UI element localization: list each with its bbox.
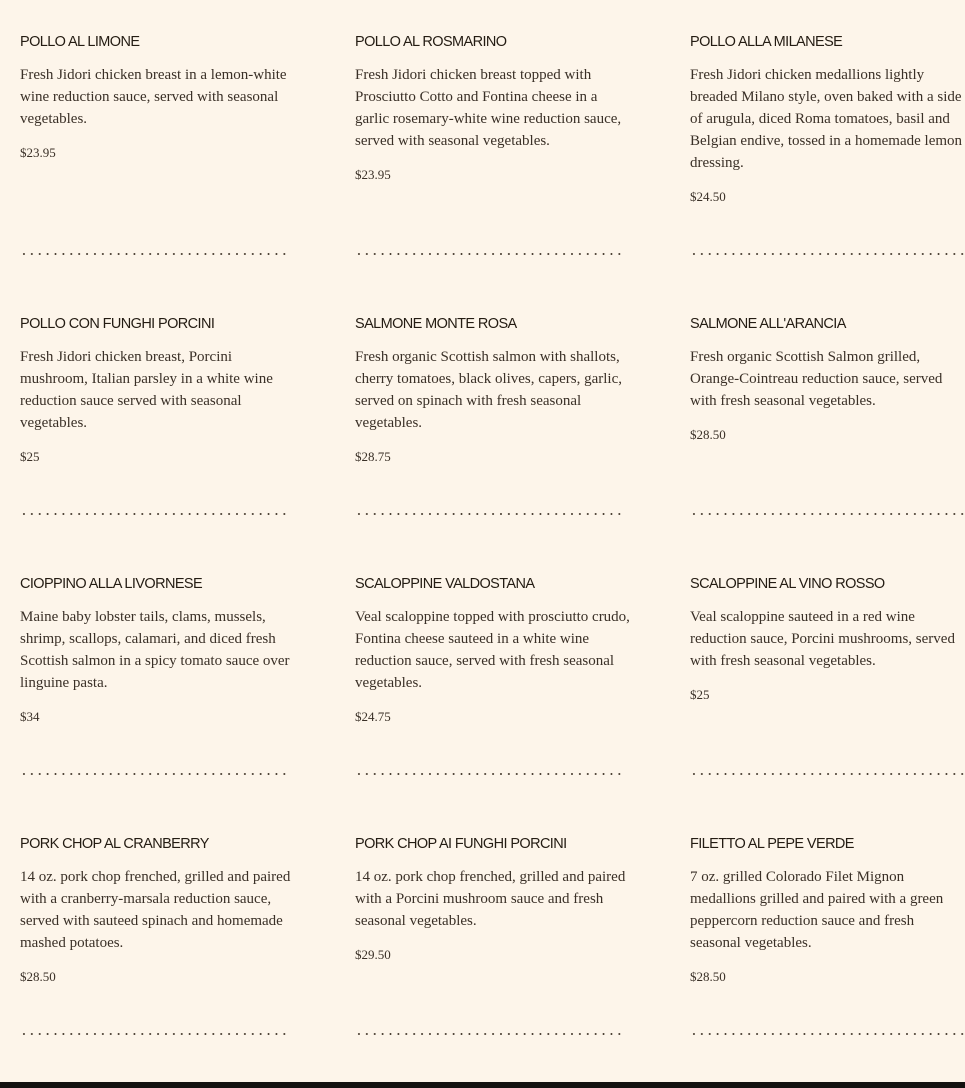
item-description: Fresh organic Scottish salmon with shallots, cherry tomatoes, black olives, capers, garlic, served on spinach with fresh seasonal vegetables.	[355, 349, 622, 431]
item-name: SCALOPPINE AL VINO ROSSO	[690, 576, 885, 592]
item-name: FILETTO AL PEPE VERDE	[690, 836, 854, 852]
item-name: CIOPPINO ALLA LIVORNESE	[20, 576, 203, 592]
dotted-divider	[355, 513, 623, 515]
item-description: Fresh organic Scottish Salmon grilled, Orange-Cointreau reduction sauce, served with fresh seasonal vegetables.	[690, 349, 943, 409]
dotted-divider	[355, 1033, 623, 1035]
menu-item	[355, 32, 630, 184]
menu-item	[20, 574, 295, 726]
item-name: SALMONE ALL'ARANCIA	[690, 316, 846, 332]
item-price: $28.50	[20, 969, 56, 984]
dotted-divider	[20, 513, 288, 515]
item-name: POLLO AL LIMONE	[20, 34, 140, 50]
menu-item	[355, 314, 630, 466]
item-description: 14 oz. pork chop frenched, grilled and paired with a cranberry-marsala reduction sauce, served with sauteed spinach and homemade mashed potatoes.	[20, 869, 291, 951]
dotted-divider	[20, 253, 288, 255]
item-description: Veal scaloppine sauteed in a red wine reduction sauce, Porcini mushrooms, served with fresh seasonal vegetables.	[690, 609, 955, 669]
menu-item	[20, 834, 295, 986]
menu-item	[355, 574, 630, 726]
menu-item	[20, 32, 295, 162]
item-name: SALMONE MONTE ROSA	[355, 316, 517, 332]
menu-item	[355, 834, 630, 964]
item-price: $28.75	[355, 449, 391, 464]
item-price: $23.95	[20, 145, 56, 160]
item-price: $28.50	[690, 427, 726, 442]
menu-item	[690, 314, 965, 444]
item-name: POLLO ALLA MILANESE	[690, 34, 843, 50]
item-price: $28.50	[690, 969, 726, 984]
item-price: $25	[690, 687, 710, 702]
dotted-divider	[355, 253, 623, 255]
item-description: Fresh Jidori chicken breast in a lemon-white wine reduction sauce, served with seasonal vegetables.	[20, 67, 287, 127]
item-name: SCALOPPINE VALDOSTANA	[355, 576, 535, 592]
item-description: Maine baby lobster tails, clams, mussels, shrimp, scallops, calamari, and diced fresh Scottish salmon in a spicy tomato sauce over linguine pasta.	[20, 609, 290, 691]
item-description: Fresh Jidori chicken breast, Porcini mushroom, Italian parsley in a white wine reduction sauce served with seasonal vegetables.	[20, 349, 273, 431]
item-price: $34	[20, 709, 40, 724]
item-description: Veal scaloppine topped with prosciutto crudo, Fontina cheese sauteed in a white wine reduction sauce, served with fresh seasonal vegetables.	[355, 609, 630, 691]
item-description: 14 oz. pork chop frenched, grilled and paired with a Porcini mushroom sauce and fresh seasonal vegetables.	[355, 869, 626, 929]
dotted-divider	[690, 1033, 965, 1035]
item-price: $23.95	[355, 167, 391, 182]
dotted-divider	[690, 773, 965, 775]
menu-item	[690, 834, 965, 986]
menu-item	[20, 314, 295, 466]
item-price: $25	[20, 449, 40, 464]
menu-item	[690, 32, 965, 206]
dotted-divider	[20, 1033, 288, 1035]
menu-item	[690, 574, 965, 704]
item-name: PORK CHOP AI FUNGHI PORCINI	[355, 836, 567, 852]
item-price: $29.50	[355, 947, 391, 962]
item-name: PORK CHOP AL CRANBERRY	[20, 836, 209, 852]
dotted-divider	[355, 773, 623, 775]
item-price: $24.50	[690, 189, 726, 204]
item-price: $24.75	[355, 709, 391, 724]
item-name: POLLO CON FUNGHI PORCINI	[20, 316, 215, 332]
item-description: 7 oz. grilled Colorado Filet Mignon medallions grilled and paired with a green peppercorn reduction sauce and fresh seasonal vegetables.	[690, 869, 944, 951]
item-description: Fresh Jidori chicken medallions lightly breaded Milano style, oven baked with a side of arugula, diced Roma tomatoes, basil and Belgian endive, tossed in a homemade lemon dressing.	[690, 67, 963, 171]
dotted-divider	[20, 773, 288, 775]
item-name: POLLO AL ROSMARINO	[355, 34, 507, 50]
dotted-divider	[690, 513, 965, 515]
footer-bar	[0, 1082, 965, 1088]
dotted-divider	[690, 253, 965, 255]
item-description: Fresh Jidori chicken breast topped with Prosciutto Cotto and Fontina cheese in a garlic rosemary-white wine reduction sauce, served with seasonal vegetables.	[355, 67, 622, 149]
